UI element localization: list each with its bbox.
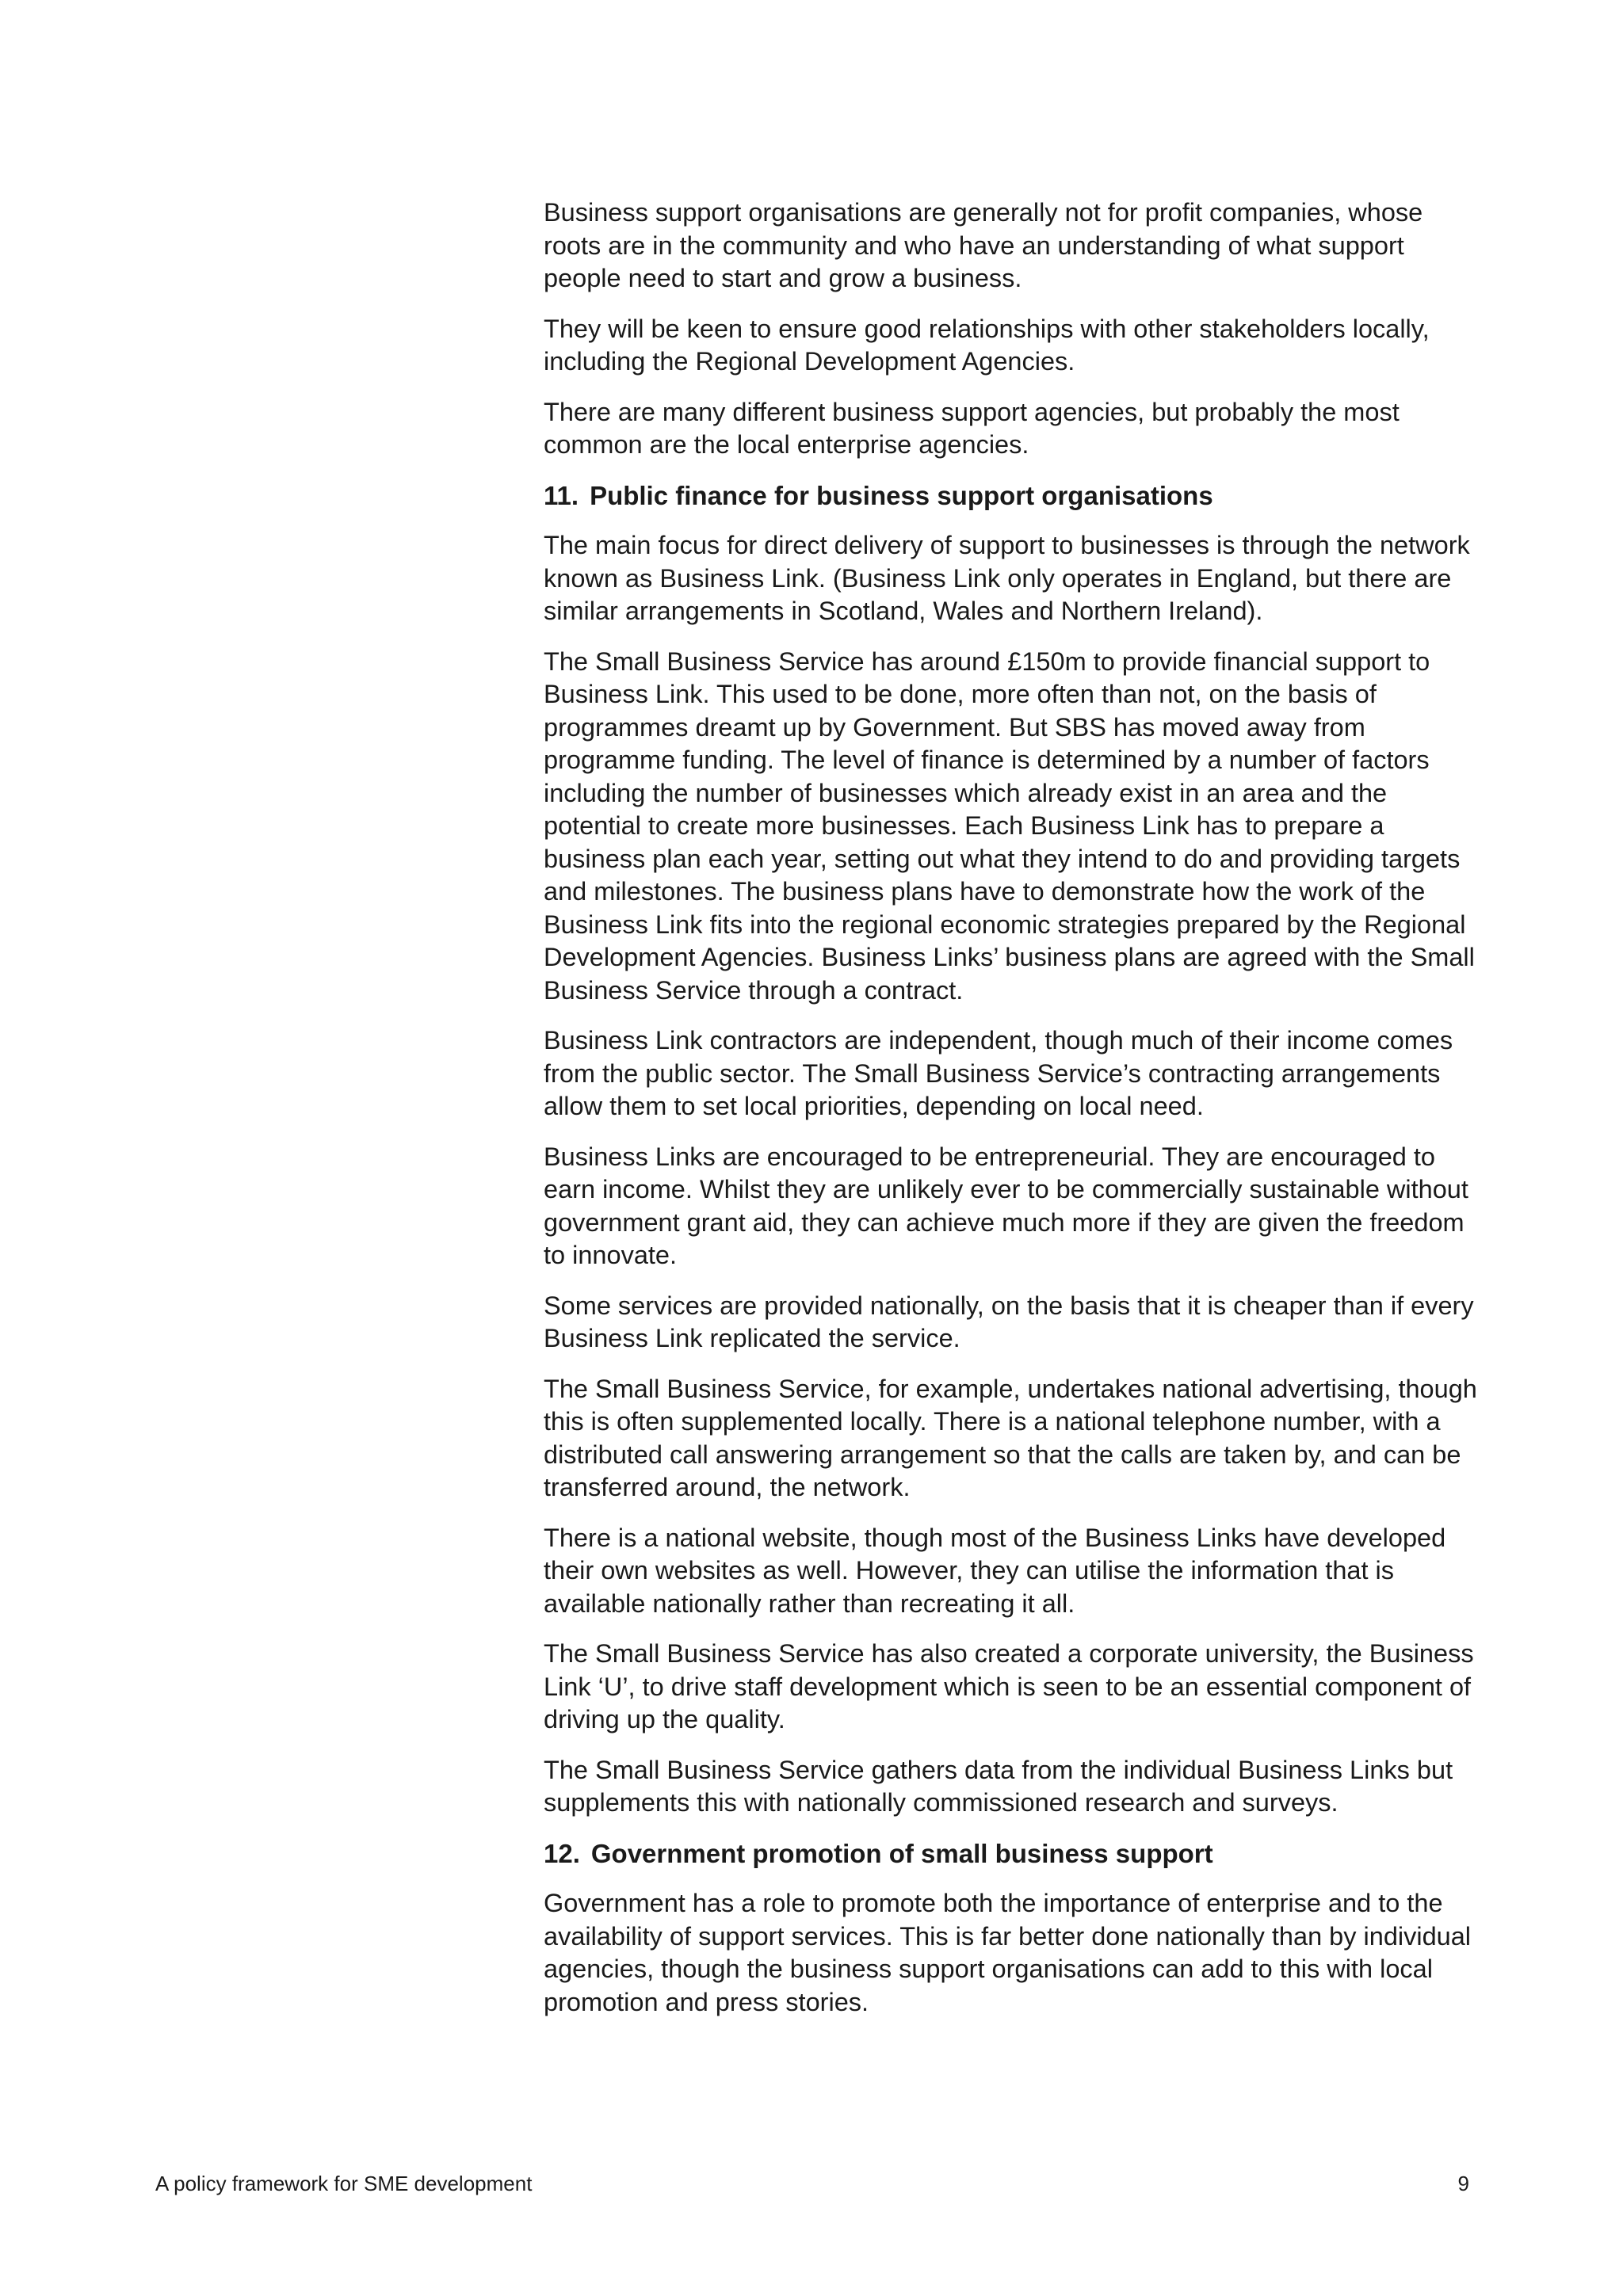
section-11-paragraph-2: The Small Business Service has around £150m to provide financial support to Business Link. This used to be done, more often than not, on the basis of programmes dreamt up by Government. But SBS has moved away from programme funding. The level of finance is determined by a number of factors including the number of businesses which already exist in an area and the potential to create more businesses. Each Business Link has to prepare a business plan each year, setting out what they intend to do and providing targets and milestones. The business plans have to demonstrate how the work of the Business Link fits into the regional economic strategies prepared by the Regional Development Agencies. Business Links’ business plans are agreed with the Small Business Service through a contract.	[544, 646, 1475, 1005]
intro-paragraph-3: There are many different business support agencies, but probably the most common are the local enterprise agencies.	[544, 397, 1400, 459]
section-11-paragraph-3: Business Link contractors are independent, though much of their income comes from the public sector. The Small Business Service’s contracting arrangements allow them to set local priorities, depending on local need.	[544, 1026, 1453, 1120]
intro-paragraph-2: They will be keen to ensure good relationships with other stakeholders locally, including the Regional Development Agencies.	[544, 314, 1430, 376]
section-12-number: 12.	[544, 1838, 580, 1868]
section-12-paragraph-1: Government has a role to promote both the importance of enterprise and to the availability of support services. This is far better done nationally than by individual agencies, though the business support organisations can add to this with local promotion and press stories.	[544, 1889, 1472, 2016]
section-11-paragraph-4: Business Links are encouraged to be entrepreneurial. They are encouraged to earn income. Whilst they are unlikely ever to be commercially sustainable without government grant aid, they can achieve much more if they are given the freedom to innovate.	[544, 1142, 1468, 1269]
section-11-title: Public finance for business support organisations	[590, 480, 1213, 510]
section-11-heading	[544, 479, 1479, 513]
section-11-number: 11.	[544, 480, 579, 510]
main-content	[544, 196, 1479, 2036]
section-12-title: Government promotion of small business support	[590, 1838, 1213, 1868]
section-11-paragraph-5: Some services are provided nationally, on the basis that it is cheaper than if every Business Link replicated the service.	[544, 1291, 1474, 1352]
section-11-paragraph-8: The Small Business Service has also created a corporate university, the Business Link ‘U’, to drive staff development which is seen to be an essential component of driving up the quality.	[544, 1639, 1474, 1733]
section-11-paragraph-1: The main focus for direct delivery of support to businesses is through the network known as Business Link. (Business Link only operates in England, but there are similar arrangements in Scotland, Wales and Northern Ireland).	[544, 531, 1470, 625]
section-12-heading	[544, 1837, 1479, 1871]
footer-title: A policy framework for SME development	[155, 2172, 533, 2195]
intro-paragraph-1: Business support organisations are generally not for profit companies, whose roots are in the community and who have an understanding of what support people need to start and grow a business.	[544, 198, 1423, 292]
section-11-paragraph-9: The Small Business Service gathers data from the individual Business Links but supplements this with nationally commissioned research and surveys.	[544, 1755, 1453, 1817]
page-number: 9	[1457, 2172, 1469, 2195]
section-11-paragraph-6: The Small Business Service, for example, undertakes national advertising, though this is often supplemented locally. There is a national telephone number, with a distributed call answering arrangement so that the calls are taken by, and can be transferred around, the network.	[544, 1374, 1477, 1501]
section-11-paragraph-7: There is a national website, though most of the Business Links have developed their own websites as well. However, they can utilise the information that is available nationally rather than recreating it all.	[544, 1523, 1446, 1618]
